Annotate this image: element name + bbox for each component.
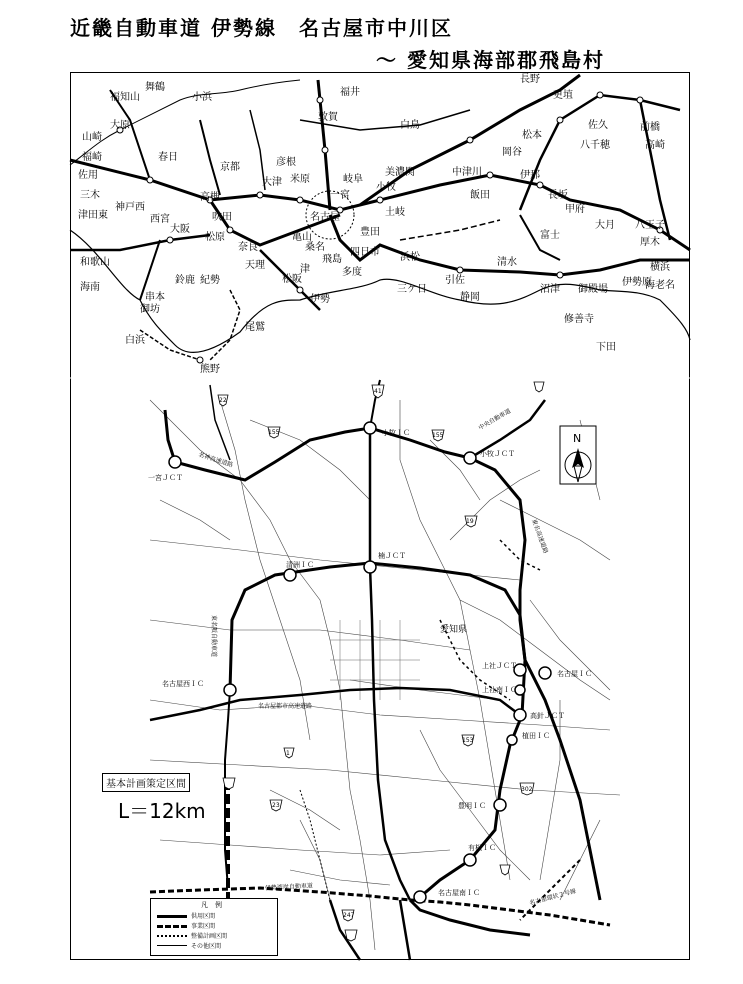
city-label: 引佐: [445, 275, 465, 286]
north-arrow-icon: [560, 426, 596, 484]
road-number: 22: [219, 397, 227, 404]
city-label: 伊勢原: [622, 277, 652, 288]
road-number: 41: [374, 388, 382, 395]
city-label: 大原: [110, 120, 130, 131]
city-label: 前橋: [640, 122, 660, 133]
city-label: 大津: [262, 177, 282, 188]
city-label: 佐久: [588, 120, 608, 131]
ic-label: 名古屋ＩＣ: [557, 670, 592, 678]
ic-label: 名古屋南ＩＣ: [438, 889, 480, 897]
city-label: 大阪: [170, 224, 190, 235]
road-name: 東名阪自動車道: [210, 615, 217, 658]
city-label: 鈴鹿: [175, 275, 195, 286]
overview-labels: [78, 73, 675, 375]
ic-label: 清洲ＩＣ: [286, 561, 314, 569]
city-label: 八王子: [635, 220, 665, 231]
city-label: 飯田: [470, 190, 490, 201]
city-label: 静岡: [460, 292, 480, 303]
city-label: 名古屋: [310, 212, 340, 223]
city-label: 松原: [205, 232, 225, 243]
length-label: L＝12km: [118, 799, 206, 823]
ic-label: 上社ＪＣＴ: [482, 662, 517, 670]
legend: [150, 898, 278, 956]
city-label: 浜松: [400, 252, 420, 263]
city-label: 白浜: [125, 335, 145, 346]
ic-label: 小牧ＪＣＴ: [480, 450, 515, 458]
legend-line-project: [157, 925, 187, 928]
city-label: 亀山: [292, 232, 312, 243]
city-label: 小牧: [376, 182, 396, 193]
ic-label: 豊明ＩＣ: [458, 802, 486, 810]
legend-title: 凡 例: [201, 901, 222, 909]
road-name: 伊勢湾岸自動車道: [264, 882, 314, 892]
city-label: 多度: [342, 267, 362, 278]
city-label: 京都: [220, 162, 240, 173]
legend-item: 事業区間: [191, 923, 216, 930]
road-number: 155: [432, 432, 444, 439]
city-label: 富士: [540, 230, 560, 241]
road-name: 名神高速道路: [197, 451, 234, 470]
city-label: 津田東: [78, 210, 108, 221]
road-number: 1: [286, 750, 290, 757]
city-label: 長坂: [548, 190, 568, 201]
road-number: 302: [521, 786, 533, 793]
legend-item: その他区間: [191, 943, 222, 950]
road-number: 155: [268, 429, 280, 436]
city-label: 四日市: [350, 247, 380, 258]
legend-line-open: [157, 915, 187, 918]
city-label: 高槻: [200, 192, 220, 203]
city-label: 桑名: [305, 242, 325, 253]
city-label: 敦賀: [318, 112, 338, 123]
city-label: 白鳥: [400, 120, 420, 131]
ic-label: 楠ＪＣＴ: [378, 552, 406, 560]
city-label: 御殿場: [578, 284, 608, 295]
city-label: 土岐: [385, 207, 405, 218]
road-number: 19: [466, 518, 474, 525]
city-label: 豊田: [360, 227, 380, 238]
road-name: 名古屋都市高速道路: [258, 703, 313, 710]
city-label: 清水: [497, 257, 517, 268]
city-label: 天理: [245, 260, 265, 271]
city-label: 海老名: [645, 280, 675, 291]
city-label: 尾鷲: [245, 322, 265, 333]
city-label: 八千穂: [580, 140, 610, 151]
city-label: 伊那: [520, 170, 540, 181]
city-label: 福知山: [110, 92, 140, 103]
city-label: 一宮: [330, 190, 350, 201]
ic-label: 上社南ＩＣ: [482, 686, 517, 694]
plan-section-label: 基本計画策定区間: [102, 773, 190, 792]
city-label: 大月: [595, 220, 615, 231]
city-label: 佐用: [78, 170, 98, 181]
road-name: 東名高速道路: [530, 518, 550, 555]
city-label: 美濃関: [385, 167, 415, 178]
city-label: 厚木: [640, 237, 660, 248]
ic-label: 植田ＩＣ: [522, 732, 550, 740]
city-label: 横浜: [650, 262, 670, 273]
city-label: 彦根: [276, 157, 296, 168]
city-label: 津: [300, 264, 310, 275]
road-name: 中央自動車道: [477, 407, 513, 432]
title-line-2: ～ 愛知県海部郡飛島村: [376, 48, 605, 72]
ic-label: 有松ＩＣ: [468, 844, 496, 852]
detail-map: [150, 380, 620, 960]
city-label: 松本: [522, 130, 542, 141]
city-label: 福崎: [82, 152, 102, 163]
road-number: 153: [462, 737, 474, 744]
city-label: 奈良: [238, 242, 258, 253]
city-label: 甲府: [565, 204, 585, 215]
city-label: 米原: [290, 174, 310, 185]
road-number: 23: [272, 802, 280, 809]
city-label: 修善寺: [564, 314, 594, 325]
city-label: 海南: [80, 282, 100, 293]
city-label: 沼津: [540, 284, 560, 295]
legend-item: 供用区間: [191, 913, 216, 920]
city-label: 岡谷: [502, 147, 522, 158]
city-label: 舞鶴: [145, 82, 165, 93]
city-label: 春日: [158, 152, 178, 163]
road-name-labels: [197, 407, 577, 907]
city-label: 神戸西: [115, 202, 145, 213]
city-label: 岐阜: [343, 174, 363, 185]
ic-label: 一宮ＪＣＴ: [148, 474, 183, 482]
ic-label: 名古屋西ＩＣ: [162, 680, 204, 688]
city-label: 串本: [145, 292, 165, 303]
city-label: 飛島: [322, 254, 342, 265]
city-label: 長野: [520, 74, 540, 85]
city-label: 中津川: [452, 167, 482, 178]
ic-label: 高針ＪＣＴ: [530, 712, 565, 720]
north-label: N: [573, 432, 582, 445]
city-label: 小浜: [192, 92, 212, 103]
city-label: 三木: [80, 190, 100, 201]
legend-item: 整備計画区間: [191, 933, 228, 940]
city-label: 松阪: [282, 274, 302, 285]
city-label: 福井: [340, 87, 360, 98]
city-label: 和歌山: [80, 257, 110, 268]
road-number: 247: [343, 912, 355, 919]
legend-line-plan: [157, 935, 187, 937]
city-label: 高崎: [645, 140, 665, 151]
city-label: 西宮: [150, 214, 170, 225]
city-label: 紀勢: [200, 275, 220, 286]
legend-line-other: [157, 945, 187, 946]
road-name: 名古屋環状２号線: [528, 887, 577, 907]
city-label: 下田: [596, 342, 616, 353]
city-label: 更埴: [553, 90, 573, 101]
city-label: 吹田: [212, 212, 232, 223]
city-label: 御坊: [140, 304, 160, 315]
ic-label: 小牧ＩＣ: [382, 429, 410, 437]
city-label: 山崎: [82, 132, 102, 143]
city-label: 伊勢: [310, 294, 330, 305]
city-label: 三ケ日: [397, 284, 427, 295]
prefecture-label: 愛知県: [440, 625, 468, 635]
city-label: 熊野: [200, 364, 220, 375]
title-line-1: 近畿自動車道 伊勢線 名古屋市中川区: [70, 16, 453, 40]
